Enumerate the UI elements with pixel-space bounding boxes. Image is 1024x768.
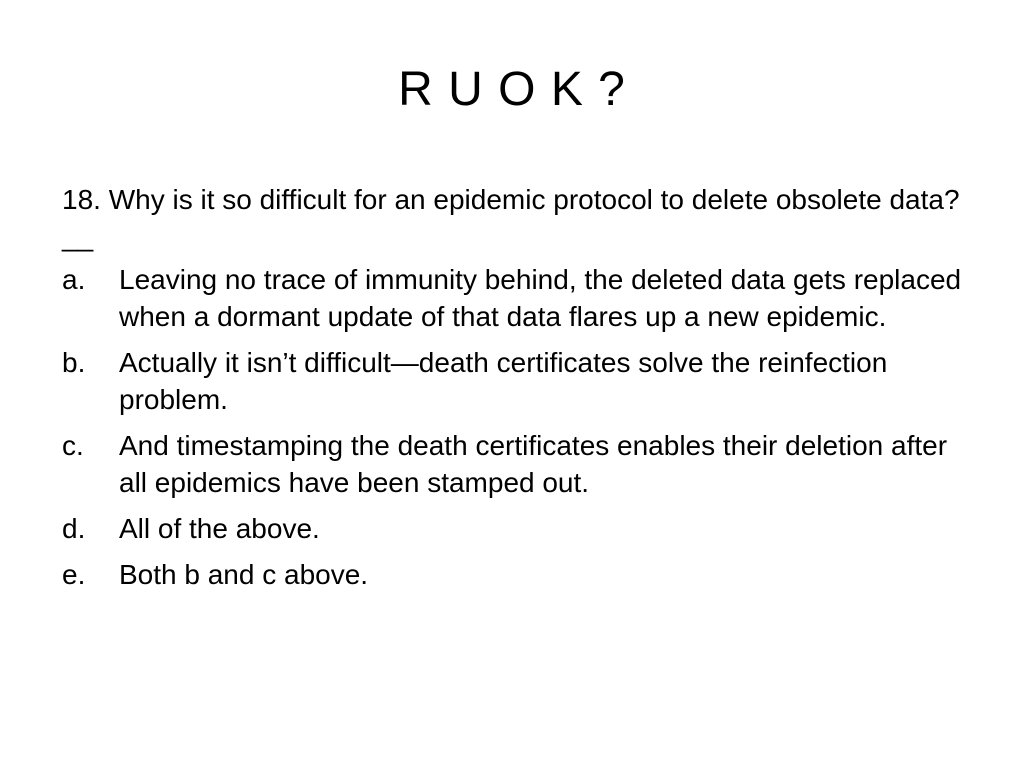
- option-letter: a.: [62, 264, 86, 295]
- option-text: Actually it isn’t difficult—death certificates solve the reinfection problem.: [119, 347, 888, 415]
- slide-content: [62, 181, 972, 602]
- answer-options-list: [62, 261, 972, 593]
- answer-option-d: [62, 510, 972, 547]
- answer-option-a: [62, 261, 972, 335]
- option-letter: b.: [62, 347, 86, 378]
- option-text: Both b and c above.: [119, 559, 369, 590]
- option-letter: e.: [62, 559, 86, 590]
- option-letter: c.: [62, 430, 84, 461]
- slide-title: R U O K ?: [398, 63, 626, 116]
- answer-option-c: [62, 427, 972, 501]
- option-letter: d.: [62, 513, 86, 544]
- option-text: All of the above.: [119, 513, 320, 544]
- option-text: And timestamping the death certificates enables their deletion after all epidemics have been stamped out.: [119, 430, 948, 498]
- question-text: 18. Why is it so difficult for an epidemic protocol to delete obsolete data? __: [62, 184, 960, 252]
- answer-option-b: [62, 344, 972, 418]
- answer-option-e: [62, 556, 972, 593]
- option-text: Leaving no trace of immunity behind, the deleted data gets replaced when a dormant update of that data flares up a new epidemic.: [119, 264, 962, 332]
